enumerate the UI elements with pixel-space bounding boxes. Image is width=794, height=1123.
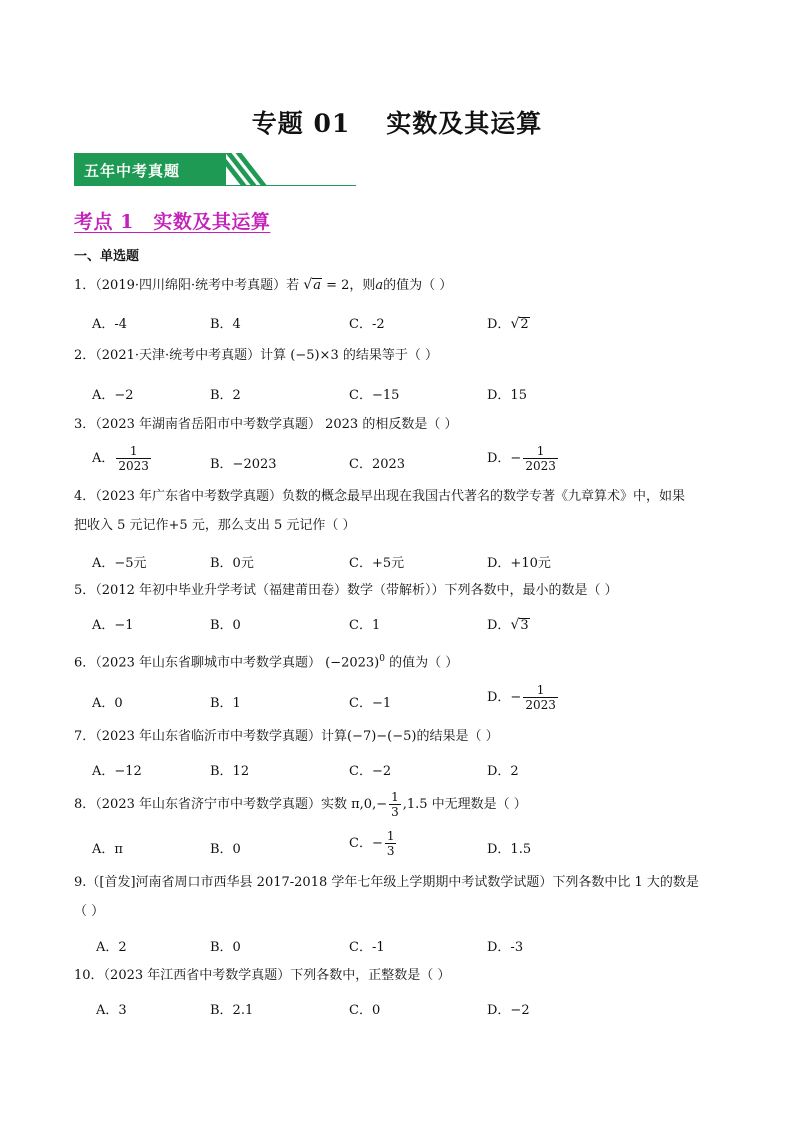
q6-option-a: A．0: [92, 696, 123, 711]
page-title: 专题 01 实数及其运算: [251, 109, 543, 138]
q8-option-d: D．1.5: [487, 842, 532, 857]
question-4: 4．（2023 年广东省中考数学真题）负数的概念最早出现在我国古代著名的数学专著《九章算术》中，如果 把收入 5 元记作+5 元，那么支出 5 元记作（ ）: [74, 489, 685, 533]
q3-option-a: A． $\frac{1}{2023}$: [92, 444, 149, 473]
q5-option-b: B．0: [210, 618, 241, 633]
q7-option-d: D．2: [487, 764, 519, 779]
q5-option-d: D．√3: [487, 617, 529, 633]
q1-option-d: D．√2: [487, 316, 529, 332]
q4-option-c: C．+5元: [349, 556, 405, 571]
q6-option-c: C．−1: [349, 696, 392, 711]
q1-option-b: B．4: [210, 317, 241, 332]
q9-option-c: C．-1: [349, 940, 385, 955]
q7-option-b: B．12: [210, 764, 250, 779]
q10-option-b: B．2.1: [210, 1003, 254, 1018]
q7-option-c: C．−2: [349, 764, 392, 779]
q4-option-a: A．−5元: [92, 556, 147, 571]
q1-option-a: A．-4: [92, 317, 128, 332]
q5-option-a: A．−1: [92, 618, 134, 633]
question-5: 5．（2012 年初中毕业升学考试（福建莆田卷）数学（带解析））下列各数中，最小的数是（ ）: [74, 583, 618, 598]
q3-option-b: B．−2023: [210, 457, 277, 472]
q6-option-b: B．1: [210, 696, 241, 711]
q1-option-c: C．-2: [349, 317, 385, 332]
q7-option-a: A．−12: [92, 764, 142, 779]
q4-option-b: B．0元: [210, 556, 254, 571]
q3-option-c: C．2023: [349, 457, 406, 472]
q8-option-a: A．π: [92, 842, 123, 857]
topic-heading: 考点 1 实数及其运算: [74, 211, 271, 233]
q2-option-c: C．−15: [349, 388, 400, 403]
question-3: 3．（2023 年湖南省岳阳市中考数学真题） 2023 的相反数是（ ）: [74, 417, 458, 432]
q10-option-d: D．−2: [487, 1003, 530, 1018]
question-9: 9.（[首发]河南省周口市西华县 2017-2018 学年七年级上学期期中考试数学试题）下列各数中比 1 大的数是 （ ）: [74, 875, 699, 919]
q8-option-c: C．− $\frac{1}{3}$: [349, 829, 395, 858]
question-10: 10．（2023 年江西省中考数学真题）下列各数中，正整数是（ ）: [74, 968, 451, 983]
q9-option-a: A．2: [96, 940, 127, 955]
q10-option-c: C．0: [349, 1003, 381, 1018]
section-banner: [74, 153, 356, 187]
q2-option-d: D．15: [487, 388, 527, 403]
q10-option-a: A．3: [96, 1003, 127, 1018]
question-7: 7．（2023 年山东省临沂市中考数学真题）计算(−7)−(−5)的结果是（ ）: [74, 729, 499, 744]
q2-option-a: A．−2: [92, 388, 134, 403]
q9-option-b: B．0: [210, 940, 241, 955]
q9-option-d: D．-3: [487, 940, 524, 955]
question-1: 1．（2019·四川绵阳·统考中考真题）若 √a = 2，则a的值为（ ）: [74, 277, 453, 293]
q5-option-c: C．1: [349, 618, 381, 633]
q2-option-b: B．2: [210, 388, 241, 403]
question-8: 8．（2023 年山东省济宁市中考数学真题）实数 π,0,− $\frac{1}{3}$ ,1.5 中无理数是（ ）: [74, 790, 527, 819]
q4-option-d: D．+10元: [487, 556, 551, 571]
section-heading: 一、单选题: [74, 249, 140, 264]
question-6: 6．（2023 年山东省聊城市中考数学真题） $(-2023)^0$ 的值为（ ）: [74, 654, 459, 671]
banner-label: 五年中考真题: [84, 162, 181, 180]
q8-option-b: B．0: [210, 842, 241, 857]
question-2: 2．（2021·天津·统考中考真题）计算 (−5)×3 的结果等于（ ）: [74, 348, 438, 363]
q3-option-d: D．− $\frac{1}{2023}$: [487, 444, 556, 473]
q6-option-d: D．− $\frac{1}{2023}$: [487, 683, 556, 712]
